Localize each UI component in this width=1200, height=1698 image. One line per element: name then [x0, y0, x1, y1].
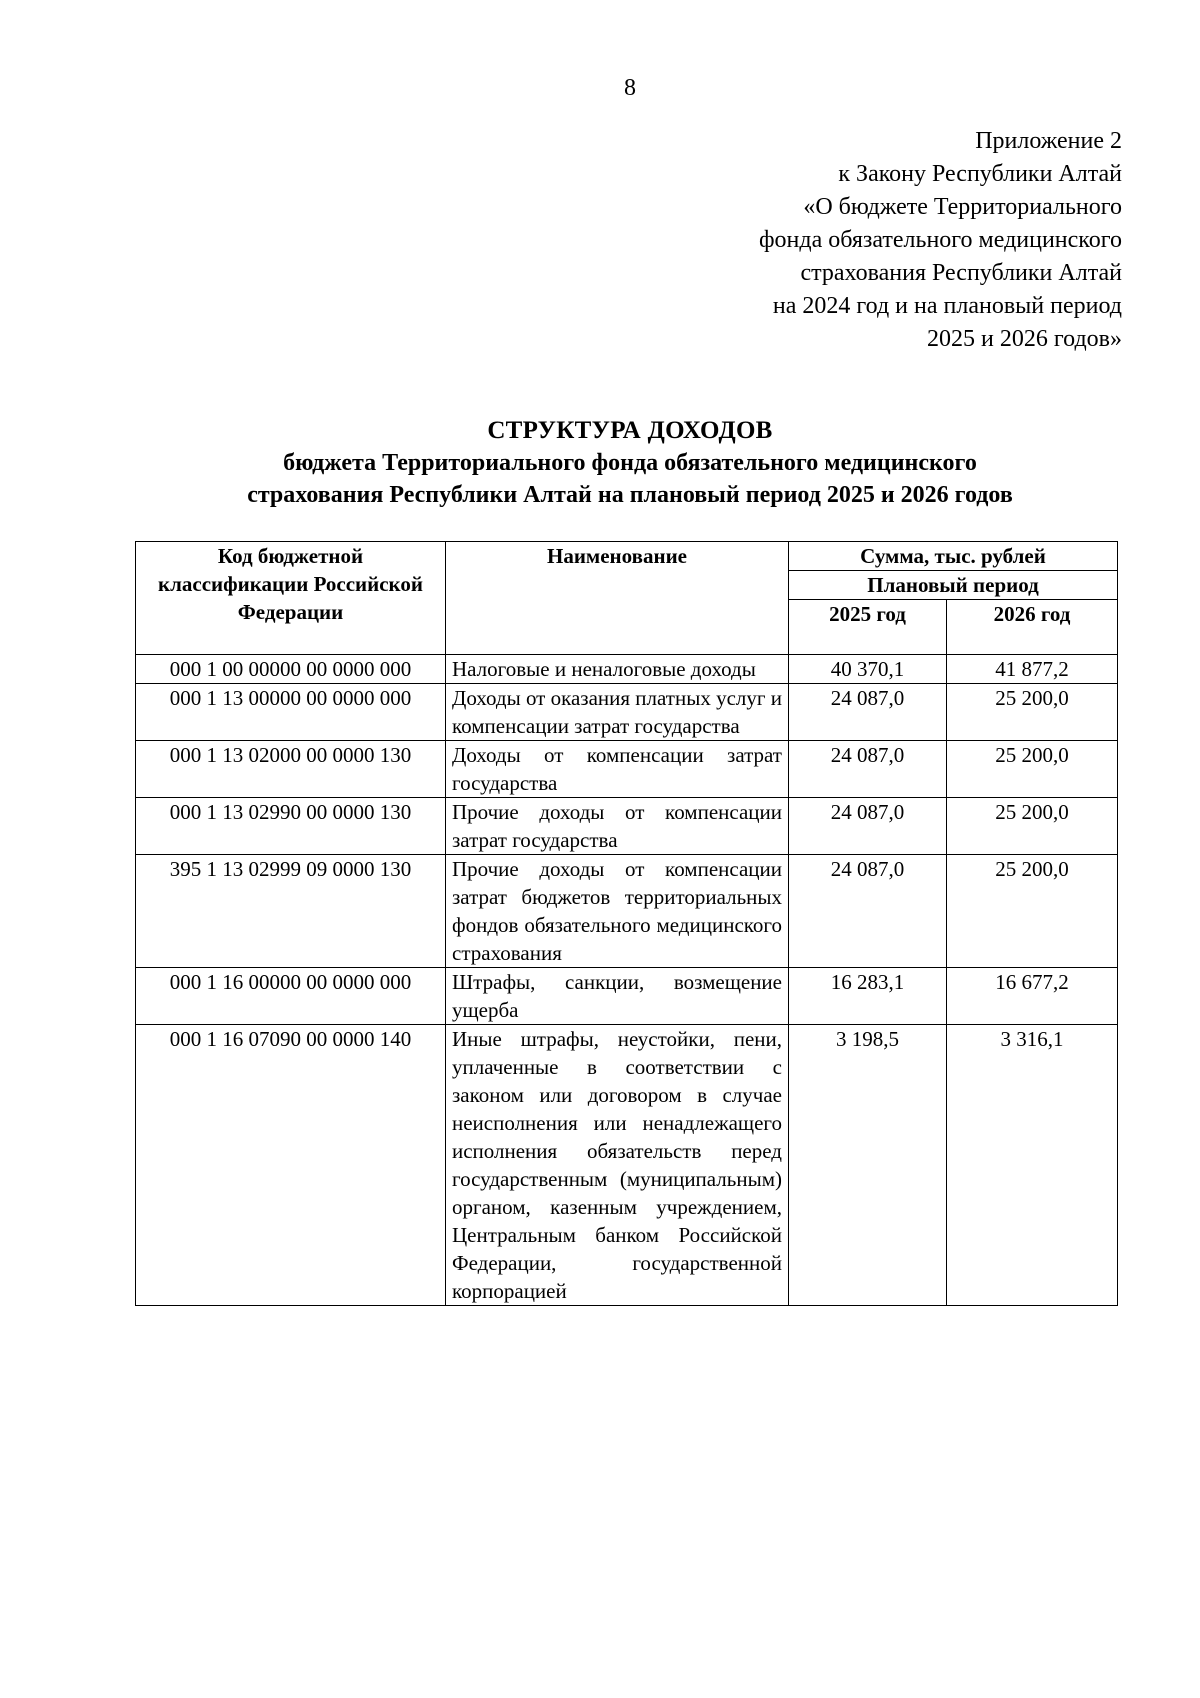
table-row — [136, 655, 1118, 684]
table-row — [136, 968, 1118, 1025]
cell-code: 000 1 13 02000 00 0000 130 — [136, 741, 446, 798]
cell-name: Прочие доходы от компенсации затрат бюджетов территориальных фондов обязательного медицинского страхования — [446, 855, 789, 968]
appendix-line: на 2024 год и на плановый период — [772, 293, 1122, 319]
heading-subtitle-line-1: бюджета Территориального фонда обязательного медицинского — [283, 450, 977, 476]
header-year-2026: 2026 год — [947, 600, 1118, 655]
cell-2026: 25 200,0 — [947, 684, 1118, 741]
cell-code: 000 1 16 00000 00 0000 000 — [136, 968, 446, 1025]
table-row — [136, 798, 1118, 855]
table-row — [136, 741, 1118, 798]
cell-name: Доходы от оказания платных услуг и компенсации затрат государства — [446, 684, 789, 741]
header-name: Наименование — [446, 542, 789, 655]
appendix-line: «О бюджете Территориального — [803, 194, 1122, 220]
table-body — [136, 655, 1118, 1306]
page-number: 8 — [624, 75, 636, 101]
cell-name: Штрафы, санкции, возмещение ущерба — [446, 968, 789, 1025]
appendix-line: Приложение 2 — [975, 128, 1122, 154]
cell-2025: 24 087,0 — [789, 798, 947, 855]
cell-name: Прочие доходы от компенсации затрат государства — [446, 798, 789, 855]
heading-title: СТРУКТУРА ДОХОДОВ — [487, 417, 773, 444]
cell-name: Иные штрафы, неустойки, пени, уплаченные в соответствии с законом или договором в случае неисполнения или ненадлежащего исполнения обязательств перед государственным (муниципальным) органом, казенным учреждением, Центральным банком Российской Федерации, государственной корпорацией — [446, 1025, 789, 1306]
cell-code: 395 1 13 02999 09 0000 130 — [136, 855, 446, 968]
cell-2025: 40 370,1 — [789, 655, 947, 684]
cell-2026: 3 316,1 — [947, 1025, 1118, 1306]
cell-2026: 25 200,0 — [947, 798, 1118, 855]
cell-2026: 25 200,0 — [947, 741, 1118, 798]
cell-2026: 16 677,2 — [947, 968, 1118, 1025]
cell-2026: 25 200,0 — [947, 855, 1118, 968]
appendix-line: страхования Республики Алтай — [800, 260, 1122, 286]
table-row — [136, 1025, 1118, 1306]
cell-2025: 3 198,5 — [789, 1025, 947, 1306]
cell-2025: 16 283,1 — [789, 968, 947, 1025]
header-period: Плановый период — [789, 571, 1118, 600]
cell-2025: 24 087,0 — [789, 741, 947, 798]
cell-2026: 41 877,2 — [947, 655, 1118, 684]
cell-name: Налоговые и неналоговые доходы — [446, 655, 789, 684]
table-row — [136, 684, 1118, 741]
header-sum: Сумма, тыс. рублей — [789, 542, 1118, 571]
cell-code: 000 1 13 00000 00 0000 000 — [136, 684, 446, 741]
cell-code: 000 1 00 00000 00 0000 000 — [136, 655, 446, 684]
appendix-block — [602, 125, 1122, 356]
heading-subtitle-line-2: страхования Республики Алтай на плановый период 2025 и 2026 годов — [247, 482, 1013, 508]
appendix-line: к Закону Республики Алтай — [838, 161, 1122, 187]
cell-2025: 24 087,0 — [789, 684, 947, 741]
header-year-2025: 2025 год — [789, 600, 947, 655]
appendix-line: 2025 и 2026 годов» — [927, 326, 1122, 352]
cell-code: 000 1 16 07090 00 0000 140 — [136, 1025, 446, 1306]
income-structure-table — [135, 541, 1118, 1306]
document-heading — [130, 415, 1130, 511]
cell-code: 000 1 13 02990 00 0000 130 — [136, 798, 446, 855]
cell-2025: 24 087,0 — [789, 855, 947, 968]
appendix-line: фонда обязательного медицинского — [758, 227, 1122, 253]
cell-name: Доходы от компенсации затрат государства — [446, 741, 789, 798]
header-code: Код бюджетной классификации Российской Федерации — [136, 542, 446, 655]
table-row — [136, 855, 1118, 968]
